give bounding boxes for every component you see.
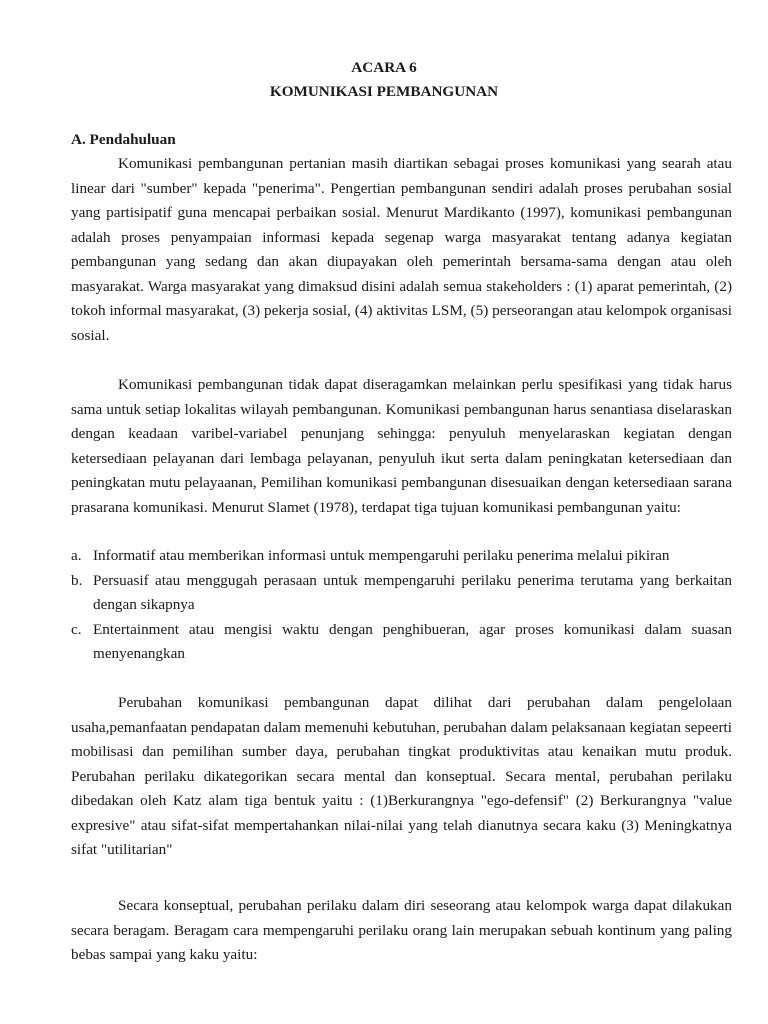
paragraph-4: Secara konseptual, perubahan perilaku dalam diri seseorang atau kelompok warga dapat dilakukan secara beragam. Beragam cara mempengaruhi perilaku orang lain merupakan sebuah kontinum yang paling bebas sampai yang kaku yaitu: <box>71 897 732 963</box>
list-marker: b. <box>71 571 83 589</box>
list-item-text: Informatif atau memberikan informasi untuk mempengaruhi perilaku penerima melalui pikiran <box>93 547 670 564</box>
list-marker: c. <box>71 620 82 638</box>
list-item-text: Entertainment atau mengisi waktu dengan penghibueran, agar proses komunikasi dalam suasan menyenangkan <box>93 620 732 662</box>
paragraph-1: Komunikasi pembangunan pertanian masih diartikan sebagai proses komunikasi yang searah atau linear dari "sumber" kepada "penerima". Pengertian pembangunan sendiri adalah proses perubahan sosial yang partisipatif guna mencapai perbaikan sosial. Menurut Mardikanto (1997), komunikasi pembangunan adalah proses penyampaian informasi kepada segenap warga masyarakat tentang adanya kegiatan pembangunan yang sedang dan akan diupayakan oleh pemerintah bersama-sama dengan atau oleh masyarakat. Warga masyarakat yang dimaksud disini adalah semua stakeholders : (1) aparat pemerintah, (2) tokoh informal masyarakat, (3) pekerja sosial, (4) aktivitas LSM, (5) perseorangan atau kelompok organisasi sosial. <box>71 155 732 344</box>
objectives-list <box>71 544 732 667</box>
list-item <box>71 544 732 569</box>
list-marker: a. <box>71 547 82 564</box>
paragraph-2: Komunikasi pembangunan tidak dapat diseragamkan melainkan perlu spesifikasi yang tidak harus sama untuk setiap lokalitas wilayah pembangunan. Komunikasi pembangunan harus senantiasa diselaraskan dengan keadaan varibel-variabel penunjang sehingga: penyuluh menyelaraskan kegiatan dengan ketersediaan pelayanan dari lembaga pelayanan, penyuluh ikut serta dalam peningkatan ketersediaan dan peningkatan mutu pelayaanan, Pemilihan komunikasi pembangunan disesuaikan dengan ketersediaan sarana prasarana komunikasi. Menurut Slamet (1978), terdapat tiga tujuan komunikasi pembangunan yaitu: <box>71 376 732 516</box>
document-title-line1: ACARA 6 <box>351 59 417 76</box>
paragraph-3: Perubahan komunikasi pembangunan dapat dilihat dari perubahan dalam pengelolaan usaha,pemanfaatan pendapatan dalam memenuhi kebutuhan, perubahan dalam pelaksanaan kegiatan sepeerti mobilisasi dan pemilihan sumber daya, perubahan tingkat produktivitas atau kenaikan mutu produk. Perubahan perilaku dikategorikan secara mental dan konseptual. Secara mental, perubahan perilaku dibedakan oleh Katz alam tiga bentuk yaitu : (1)Berkurangnya "ego-defensif" (2) Berkurangnya "value expresive" atau sifat-sifat mempertahankan nilai-nilai yang telah dianutnya secara kaku (3) Meningkatnya sifat "utilitarian" <box>71 694 732 858</box>
list-item <box>71 618 732 667</box>
section-heading: A. Pendahuluan <box>71 131 176 148</box>
document-title-line2: KOMUNIKASI PEMBANGUNAN <box>269 83 499 100</box>
list-item <box>71 569 732 618</box>
list-item-text: Persuasif atau menggugah perasaan untuk mempengaruhi perilaku penerima terutama yang berkaitan dengan sikapnya <box>93 571 732 613</box>
